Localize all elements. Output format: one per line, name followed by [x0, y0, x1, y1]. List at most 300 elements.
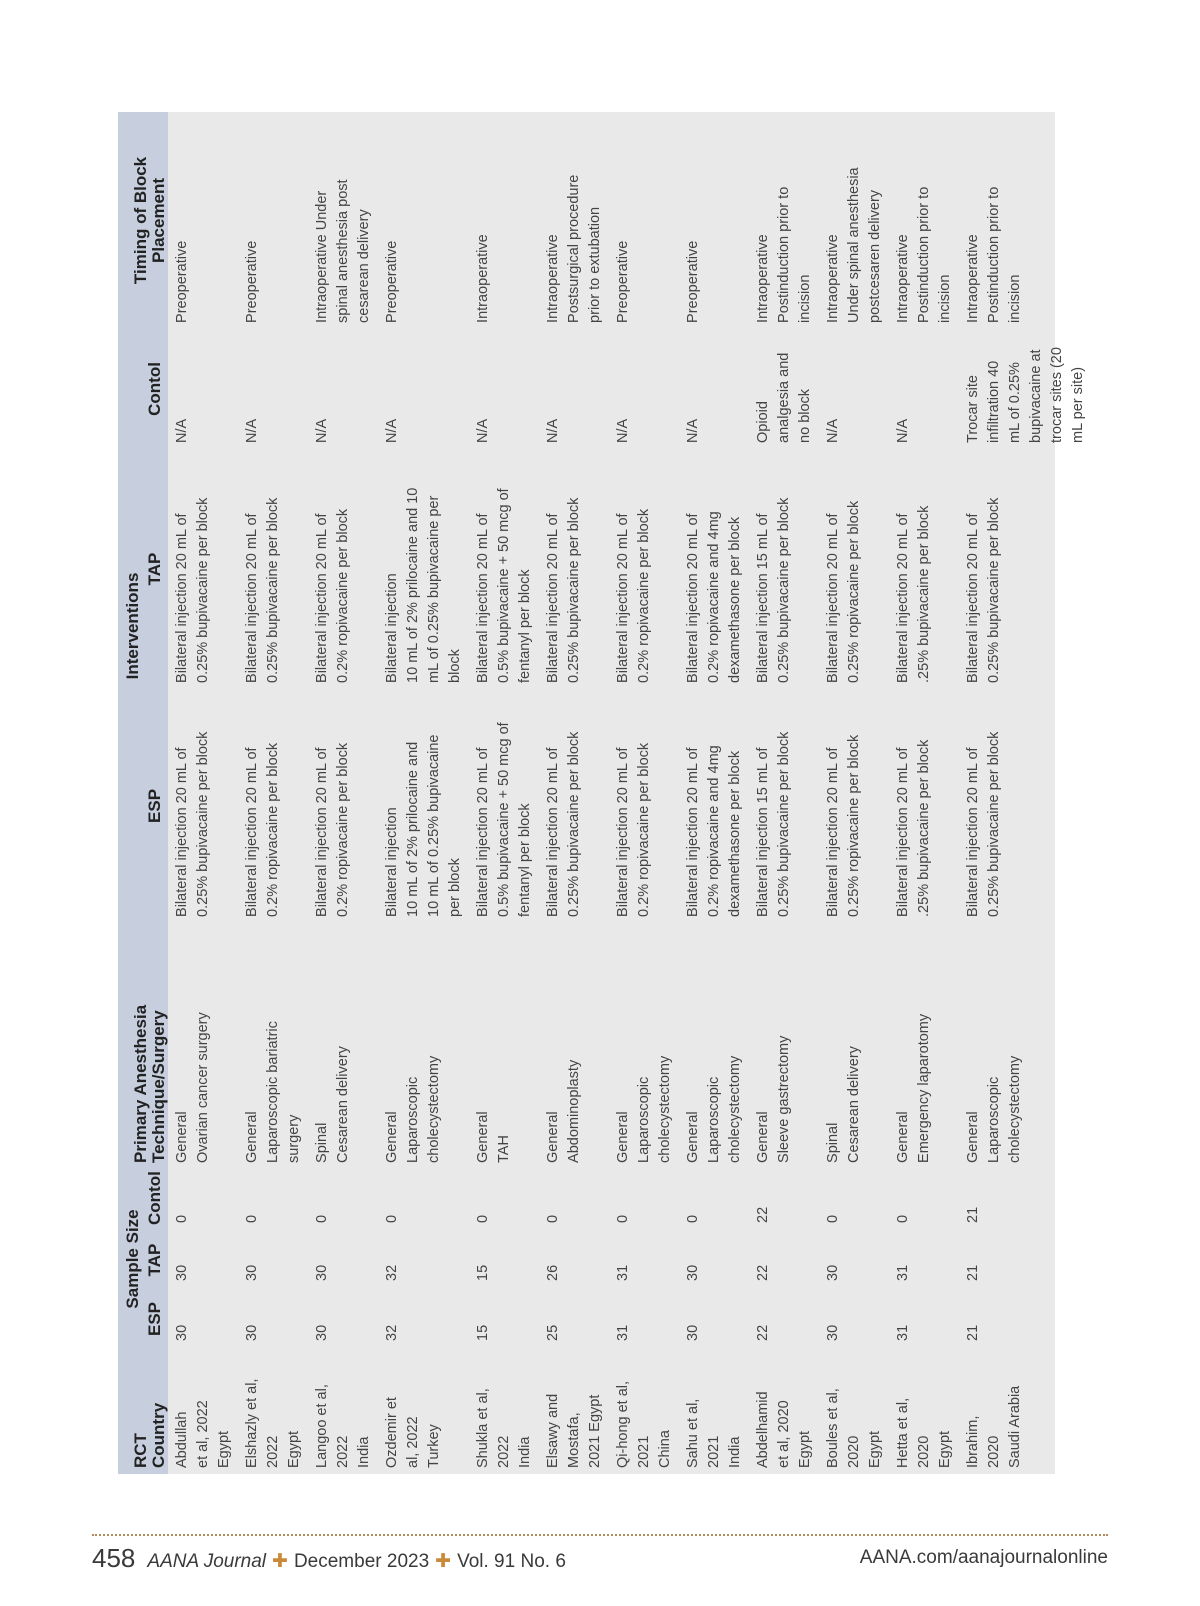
cell-study-line: Ozdemir et [384, 1397, 400, 1468]
cell-contol-intervention [168, 329, 238, 449]
cell-timing-line: Intraoperative [755, 234, 771, 323]
cell-contol-intervention-line: N/A [895, 418, 911, 443]
cell-contol-intervention [378, 329, 469, 449]
cell-tap-intervention-line: 0.2% ropivacaine per block [636, 508, 652, 683]
cell-study-line: Mostafa, [566, 1412, 582, 1468]
header-sample-size: Sample Size [118, 1169, 142, 1349]
cell-n-contol: 0 [825, 1214, 841, 1223]
cell-contol-intervention-line: N/A [825, 418, 841, 443]
cell-study-line: Abdelhamid [755, 1391, 771, 1468]
cell-tap-intervention [378, 449, 469, 689]
header-anesthesia-line2: Technique/Surgery [149, 1010, 168, 1163]
header-timing-line1: Timing of Block [131, 156, 150, 285]
table-row [238, 112, 308, 1474]
cell-esp-intervention-line: Bilateral injection 20 mL of [825, 747, 841, 917]
cell-tap-intervention [539, 449, 609, 689]
cell-anesthesia-line: General [685, 1111, 701, 1163]
cell-contol-intervention [679, 329, 749, 449]
cell-esp-intervention-line: Bilateral injection 20 mL of [314, 747, 330, 917]
cell-timing [238, 112, 308, 329]
table-row [819, 112, 889, 1474]
cell-n-tap: 31 [895, 1264, 911, 1281]
cell-tap-intervention [679, 449, 749, 689]
cell-anesthesia-line: cholecystectomy [657, 1055, 673, 1163]
cell-n-esp: 30 [174, 1324, 190, 1341]
cell-tap-intervention [168, 449, 238, 689]
cell-study-line: Sahu et al, [685, 1398, 701, 1468]
cell-study-line: Elsawy and [545, 1393, 561, 1468]
cell-timing-line: prior to extubation [587, 206, 603, 323]
cell-contol-intervention [609, 329, 679, 449]
cell-n-tap: 30 [174, 1264, 190, 1281]
cell-anesthesia [819, 923, 889, 1169]
cell-tap-intervention-line: 0.2% ropivacaine and 4mg [706, 511, 722, 683]
cell-anesthesia-line: Spinal [825, 1122, 841, 1163]
cell-n-tap: 31 [615, 1264, 631, 1281]
cell-anesthesia-line: Abdominoplasty [566, 1059, 582, 1163]
header-timing-line2: Placement [149, 177, 168, 263]
cell-anesthesia-line: cholecystectomy [1007, 1055, 1023, 1163]
cell-study [609, 1349, 679, 1474]
cell-anesthesia-line: surgery [286, 1114, 302, 1163]
cell-esp-intervention-line: 0.2% ropivacaine per block [265, 742, 281, 917]
cell-esp-intervention-line: Bilateral injection 20 mL of [895, 747, 911, 917]
cell-timing-line: cesarean delivery [356, 209, 372, 323]
footer-divider [92, 1534, 1108, 1536]
cell-study-line: Hetta et al, [895, 1397, 911, 1468]
cell-timing-line: Postsurgical procedure [566, 174, 582, 323]
cell-contol-intervention-line: N/A [384, 418, 400, 443]
cell-study-line: Boules et al, [825, 1388, 841, 1468]
cell-esp-intervention-line: 0.2% ropivacaine and 4mg [706, 745, 722, 917]
table-body [168, 112, 1092, 1474]
header-anesthesia [118, 923, 168, 1169]
table-row [539, 112, 609, 1474]
cell-tap-intervention [889, 449, 959, 689]
cell-tap-intervention-line: 0.25% bupivacaine per block [566, 497, 582, 683]
cell-contol-intervention-line: mL per site) [1070, 366, 1086, 443]
cell-study [308, 1349, 378, 1474]
cell-n-tap: 15 [475, 1264, 491, 1281]
cell-study [749, 1349, 819, 1474]
cell-contol-intervention [238, 329, 308, 449]
cell-anesthesia-line: Sleeve gastrectomy [776, 1035, 792, 1163]
cell-anesthesia-line: General [615, 1111, 631, 1163]
cell-study-line: et al, 2022 [195, 1400, 211, 1468]
cell-tap-intervention-line: Bilateral injection 15 mL of [755, 513, 771, 683]
cell-study [819, 1349, 889, 1474]
cell-tap-intervention [469, 449, 539, 689]
cell-anesthesia [609, 923, 679, 1169]
cell-timing-line: incision [937, 274, 953, 323]
header-anesthesia-line1: Primary Anesthesia [131, 1004, 150, 1163]
cell-anesthesia [959, 923, 1092, 1169]
cell-timing [469, 112, 539, 329]
cell-study-line: 2022 [335, 1435, 351, 1468]
cell-n-tap: 22 [755, 1264, 771, 1281]
issue-date: December 2023 [293, 1551, 430, 1572]
interventions-table [118, 112, 1092, 1474]
cell-esp-intervention-line: 0.2% ropivacaine per block [335, 742, 351, 917]
header-interventions: Interventions [118, 329, 142, 923]
cell-n-contol: 0 [475, 1214, 491, 1223]
rotated-table-container [118, 112, 1086, 1474]
cell-n-esp: 15 [475, 1324, 491, 1341]
cell-tap-intervention [238, 449, 308, 689]
cell-timing [749, 112, 819, 329]
cell-contol-intervention-line: mL of 0.25% [1007, 362, 1023, 443]
cell-anesthesia [378, 923, 469, 1169]
cell-tap-intervention-line: .25% bupivacaine per block [916, 505, 932, 683]
cell-tap-intervention-line: Bilateral injection 20 mL of [685, 513, 701, 683]
cell-timing-line: Intraoperative [895, 234, 911, 323]
cell-anesthesia [749, 923, 819, 1169]
footer-citation [92, 1543, 566, 1574]
cell-anesthesia-line: General [965, 1111, 981, 1163]
cell-n-contol: 0 [685, 1214, 701, 1223]
cell-esp-intervention-line: Bilateral injection 20 mL of [244, 747, 260, 917]
cell-esp-intervention-line: Bilateral injection 20 mL of [545, 747, 561, 917]
header-int-contol: Contol [142, 329, 168, 449]
cell-study-line: 2022 [496, 1435, 512, 1468]
cell-contol-intervention-line: N/A [174, 418, 190, 443]
cell-tap-intervention-line: Bilateral injection 20 mL of [545, 513, 561, 683]
cell-study-line: Egypt [797, 1430, 813, 1468]
cell-study-line: Langoo et al, [314, 1384, 330, 1468]
cell-tap-intervention-line: mL of 0.25% bupivacaine per [426, 495, 442, 683]
cell-timing-line: Intraoperative [965, 234, 981, 323]
cell-anesthesia [679, 923, 749, 1169]
cell-anesthesia [238, 923, 308, 1169]
cell-study-line: China [657, 1430, 673, 1468]
cell-study-line: 2020 [986, 1435, 1002, 1468]
cell-study-line: Ibrahim, [965, 1415, 981, 1468]
cell-n-contol: 0 [384, 1214, 400, 1223]
cell-n-tap: 32 [384, 1264, 400, 1281]
cell-study-line: 2022 [265, 1435, 281, 1468]
cell-study-line: 2021 Egypt [587, 1394, 603, 1468]
cell-contol-intervention-line: analgesia and [776, 352, 792, 443]
cell-esp-intervention-line: 10 mL of 0.25% bupivacaine [426, 734, 442, 917]
cell-study [168, 1349, 238, 1474]
cell-timing [959, 112, 1092, 329]
cell-timing-line: Preoperative [174, 240, 190, 323]
cell-n-tap: 30 [244, 1264, 260, 1281]
cell-esp-intervention [889, 689, 959, 923]
cell-n-contol: 22 [755, 1206, 771, 1223]
cell-esp-intervention [609, 689, 679, 923]
cell-study-line: al, 2022 [405, 1416, 421, 1468]
cell-tap-intervention-line: 0.25% bupivacaine per block [986, 497, 1002, 683]
cell-esp-intervention [238, 689, 308, 923]
cell-tap-intervention [959, 449, 1092, 689]
cell-esp-intervention [749, 689, 819, 923]
cell-anesthesia [168, 923, 238, 1169]
cell-contol-intervention-line: N/A [244, 418, 260, 443]
cell-contol-intervention [959, 329, 1092, 449]
cell-esp-intervention [959, 689, 1092, 923]
cell-anesthesia [539, 923, 609, 1169]
cell-n-esp: 31 [895, 1324, 911, 1341]
cell-timing-line: Intraoperative Under [314, 190, 330, 323]
cell-study-line: Abdullah [174, 1411, 190, 1468]
cell-tap-intervention-line: Bilateral injection 20 mL of [314, 513, 330, 683]
cell-anesthesia-line: General [174, 1111, 190, 1163]
cell-esp-intervention [469, 689, 539, 923]
cell-anesthesia-line: cholecystectomy [727, 1055, 743, 1163]
cell-esp-intervention-line: .25% bupivacaine per block [916, 739, 932, 917]
cell-anesthesia-line: General [475, 1111, 491, 1163]
cell-tap-intervention-line: 0.2% ropivacaine per block [335, 508, 351, 683]
cell-esp-intervention-line: Bilateral injection 20 mL of [965, 747, 981, 917]
cell-esp-intervention [819, 689, 889, 923]
cell-study-line: Egypt [867, 1430, 883, 1468]
cell-esp-intervention-line: 0.25% ropivacaine per block [846, 734, 862, 917]
cell-tap-intervention-line: 0.25% bupivacaine per block [776, 497, 792, 683]
cell-timing [609, 112, 679, 329]
cell-study-line: 2021 [636, 1435, 652, 1468]
cell-study-line: Egypt [937, 1430, 953, 1468]
cell-timing-line: Preoperative [244, 240, 260, 323]
cell-n-esp: 30 [685, 1324, 701, 1341]
header-sample-contol: Contol [142, 1169, 168, 1231]
cell-n-contol: 0 [895, 1214, 911, 1223]
cell-contol-intervention-line: N/A [314, 418, 330, 443]
cell-n-esp: 30 [314, 1324, 330, 1341]
page-number: 458 [92, 1543, 136, 1573]
cell-contol-intervention-line: N/A [615, 418, 631, 443]
cell-anesthesia [889, 923, 959, 1169]
cell-anesthesia [308, 923, 378, 1169]
cell-n-esp: 30 [244, 1324, 260, 1341]
cell-study-line: Shukla et al, [475, 1388, 491, 1468]
cell-timing-line: incision [797, 274, 813, 323]
cell-tap-intervention [749, 449, 819, 689]
cell-n-esp: 21 [965, 1324, 981, 1341]
cell-esp-intervention-line: dexamethasone per block [727, 750, 743, 917]
cell-tap-intervention [819, 449, 889, 689]
table-row [308, 112, 378, 1474]
cell-tap-intervention [609, 449, 679, 689]
cell-anesthesia-line: Cesarean delivery [846, 1046, 862, 1163]
cell-anesthesia-line: General [384, 1111, 400, 1163]
cell-study [679, 1349, 749, 1474]
cell-contol-intervention [469, 329, 539, 449]
cell-timing-line: Postinduction prior to [986, 186, 1002, 323]
cell-contol-intervention-line: no block [797, 388, 813, 443]
header-rct-line: RCT [131, 1433, 150, 1468]
cell-anesthesia-line: TAH [496, 1135, 512, 1163]
cell-study-line: Turkey [426, 1424, 442, 1468]
cell-esp-intervention-line: Bilateral injection 20 mL of [685, 747, 701, 917]
cell-esp-intervention-line: 10 mL of 2% prilocaine and [405, 741, 421, 917]
cell-study-line: Elshazly et al, [244, 1378, 260, 1468]
cell-timing [679, 112, 749, 329]
cell-tap-intervention-line: Bilateral injection [384, 573, 400, 683]
cell-timing [308, 112, 378, 329]
header-int-esp: ESP [142, 689, 168, 923]
cell-study-line: India [517, 1436, 533, 1468]
cell-esp-intervention-line: 0.25% bupivacaine per block [195, 731, 211, 917]
cell-tap-intervention-line: Bilateral injection 20 mL of [615, 513, 631, 683]
cell-esp-intervention-line: per block [447, 858, 463, 917]
cell-study [238, 1349, 308, 1474]
cell-study [469, 1349, 539, 1474]
header-timing [118, 112, 168, 329]
cell-timing-line: Postinduction prior to [776, 186, 792, 323]
cell-esp-intervention-line: Bilateral injection [384, 807, 400, 917]
cell-tap-intervention-line: 0.25% bupivacaine per block [265, 497, 281, 683]
table-row [168, 112, 238, 1474]
cell-n-esp: 30 [825, 1324, 841, 1341]
cell-tap-intervention-line: fentanyl per block [517, 569, 533, 683]
cell-contol-intervention-line: trocar sites (20 [1049, 347, 1065, 443]
cell-tap-intervention-line: Bilateral injection 20 mL of [174, 513, 190, 683]
cell-n-tap: 26 [545, 1264, 561, 1281]
cell-esp-intervention-line: 0.5% bupivacaine + 50 mcg of [496, 722, 512, 917]
table-row [749, 112, 819, 1474]
header-country-line: Country [149, 1402, 168, 1468]
cell-timing-line: Intraoperative [475, 234, 491, 323]
journal-url: AANA.com/aanajournalonline [859, 1547, 1108, 1568]
cell-anesthesia-line: General [755, 1111, 771, 1163]
header-sample-tap: TAP [142, 1231, 168, 1289]
table-panel [118, 112, 1086, 1474]
cell-study-line: Saudi Arabia [1007, 1385, 1023, 1468]
cell-anesthesia-line: Emergency laparotomy [916, 1013, 932, 1163]
cell-timing-line: Intraoperative [825, 234, 841, 323]
cell-esp-intervention-line: Bilateral injection 15 mL of [755, 747, 771, 917]
cell-tap-intervention-line: Bilateral injection 20 mL of [475, 513, 491, 683]
cell-n-tap: 30 [685, 1264, 701, 1281]
cell-esp-intervention-line: 0.25% bupivacaine per block [776, 731, 792, 917]
table-row [889, 112, 959, 1474]
header-sample-esp: ESP [142, 1289, 168, 1349]
cell-esp-intervention-line: Bilateral injection 20 mL of [174, 747, 190, 917]
cell-esp-intervention [679, 689, 749, 923]
table-row [609, 112, 679, 1474]
cell-anesthesia [469, 923, 539, 1169]
cell-esp-intervention-line: Bilateral injection 20 mL of [615, 747, 631, 917]
cell-contol-intervention-line: Trocar site [965, 375, 981, 443]
cell-anesthesia-line: General [545, 1111, 561, 1163]
cell-tap-intervention [308, 449, 378, 689]
cell-contol-intervention [819, 329, 889, 449]
table-row [679, 112, 749, 1474]
cell-anesthesia-line: Laparoscopic [636, 1076, 652, 1163]
cell-tap-intervention-line: block [447, 649, 463, 683]
cell-study-line: India [727, 1436, 743, 1468]
cell-anesthesia-line: Laparoscopic [706, 1076, 722, 1163]
cell-study-line: et al, 2020 [776, 1400, 792, 1468]
cell-esp-intervention [168, 689, 238, 923]
table-row [469, 112, 539, 1474]
cell-contol-intervention [539, 329, 609, 449]
cell-timing [378, 112, 469, 329]
cell-n-contol: 0 [174, 1214, 190, 1223]
cell-timing-line: Postinduction prior to [916, 186, 932, 323]
cell-n-tap: 30 [314, 1264, 330, 1281]
cell-study [959, 1349, 1092, 1474]
cell-study [539, 1349, 609, 1474]
cell-esp-intervention-line: 0.25% bupivacaine per block [986, 731, 1002, 917]
cell-contol-intervention-line: N/A [545, 418, 561, 443]
cell-study-line: Egypt [286, 1430, 302, 1468]
header-int-tap: TAP [142, 449, 168, 689]
cell-esp-intervention-line: fentanyl per block [517, 803, 533, 917]
cell-study-line: India [356, 1436, 372, 1468]
cell-n-tap: 21 [965, 1264, 981, 1281]
cell-contol-intervention-line: bupivacaine at [1028, 349, 1044, 443]
separator-icon: ✚ [435, 1551, 452, 1572]
cell-tap-intervention-line: 0.25% bupivacaine per block [195, 497, 211, 683]
cell-n-tap: 30 [825, 1264, 841, 1281]
cell-timing [539, 112, 609, 329]
header-rct-country [118, 1349, 168, 1474]
cell-tap-intervention-line: dexamethasone per block [727, 516, 743, 683]
cell-n-contol: 0 [545, 1214, 561, 1223]
cell-contol-intervention-line: Opioid [755, 401, 771, 443]
cell-contol-intervention-line: infiltration 40 [986, 360, 1002, 443]
cell-study-line: 2021 [706, 1435, 722, 1468]
cell-contol-intervention-line: N/A [475, 418, 491, 443]
cell-n-contol: 21 [965, 1206, 981, 1223]
cell-study-line: 2020 [846, 1435, 862, 1468]
cell-anesthesia-line: Spinal [314, 1122, 330, 1163]
cell-tap-intervention-line: Bilateral injection 20 mL of [244, 513, 260, 683]
cell-timing [819, 112, 889, 329]
cell-anesthesia-line: cholecystectomy [426, 1055, 442, 1163]
cell-anesthesia-line: Laparoscopic [986, 1076, 1002, 1163]
cell-timing-line: incision [1007, 274, 1023, 323]
cell-anesthesia-line: General [244, 1111, 260, 1163]
cell-esp-intervention [308, 689, 378, 923]
cell-anesthesia-line: Ovarian cancer surgery [195, 1012, 211, 1163]
cell-study-line: Egypt [216, 1430, 232, 1468]
cell-anesthesia-line: Laparoscopic [405, 1076, 421, 1163]
cell-timing-line: Preoperative [685, 240, 701, 323]
cell-n-esp: 25 [545, 1324, 561, 1341]
cell-timing-line: Under spinal anesthesia [846, 167, 862, 323]
cell-study-line: 2020 [916, 1435, 932, 1468]
cell-tap-intervention-line: 0.25% ropivacaine per block [846, 500, 862, 683]
cell-study [889, 1349, 959, 1474]
cell-tap-intervention-line: Bilateral injection 20 mL of [825, 513, 841, 683]
cell-esp-intervention [539, 689, 609, 923]
issue-number: No. 6 [520, 1551, 566, 1572]
cell-tap-intervention-line: Bilateral injection 20 mL of [895, 513, 911, 683]
cell-timing [168, 112, 238, 329]
cell-tap-intervention-line: Bilateral injection 20 mL of [965, 513, 981, 683]
cell-tap-intervention-line: 10 mL of 2% prilocaine and 10 [405, 487, 421, 683]
table-row [959, 112, 1092, 1474]
cell-anesthesia-line: General [895, 1111, 911, 1163]
cell-n-contol: 0 [244, 1214, 260, 1223]
volume: Vol. 91 [457, 1551, 516, 1572]
cell-esp-intervention [378, 689, 469, 923]
cell-n-contol: 0 [615, 1214, 631, 1223]
cell-timing-line: Preoperative [384, 240, 400, 323]
cell-anesthesia-line: Laparoscopic bariatric [265, 1021, 281, 1163]
cell-n-esp: 32 [384, 1324, 400, 1341]
cell-timing-line: Preoperative [615, 240, 631, 323]
separator-icon: ✚ [272, 1551, 288, 1572]
cell-esp-intervention-line: Bilateral injection 20 mL of [475, 747, 491, 917]
cell-study-line: Qi-hong et al, [615, 1380, 631, 1468]
cell-n-esp: 31 [615, 1324, 631, 1341]
cell-contol-intervention [749, 329, 819, 449]
cell-n-contol: 0 [314, 1214, 330, 1223]
